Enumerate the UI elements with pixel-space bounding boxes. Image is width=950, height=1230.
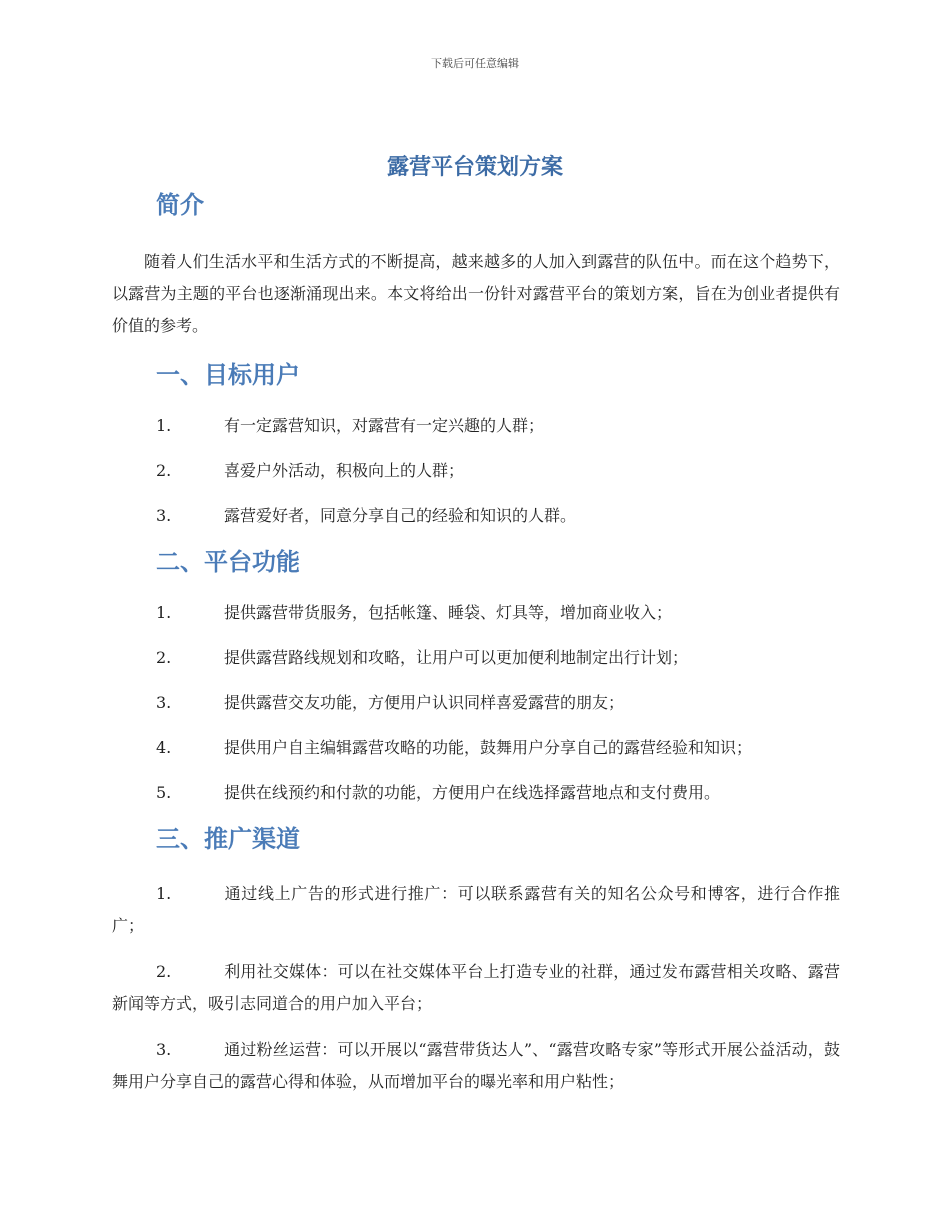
list-item	[112, 412, 840, 440]
section-heading-intro: 简介	[156, 191, 204, 219]
list-number: 4.	[156, 738, 172, 757]
list-text: 提供露营交友功能，方便用户认识同样喜爱露营的朋友；	[224, 693, 625, 712]
document-body	[112, 188, 840, 1098]
list-number: 2.	[156, 461, 172, 480]
list-item	[112, 644, 840, 672]
list-number: 1.	[156, 416, 172, 435]
list-text: 有一定露营知识，对露营有一定兴趣的人群；	[224, 416, 545, 435]
list-item	[112, 599, 840, 627]
list-text: 通过线上广告的形式进行推广：可以联系露营有关的知名公众号和博客，进行合作推广；	[112, 884, 840, 935]
list-item	[112, 457, 840, 485]
list-number: 2.	[156, 648, 172, 667]
list-text: 通过粉丝运营：可以开展以“露营带货达人”、“露营攻略专家”等形式开展公益活动，鼓舞用户分享自己的露营心得和体验，从而增加平台的曝光率和用户粘性；	[112, 1040, 840, 1091]
list-number: 5.	[156, 783, 172, 802]
section-heading-promotion-channels: 三、推广渠道	[156, 825, 300, 853]
intro-paragraph: 随着人们生活水平和生活方式的不断提高，越来越多的人加入到露营的队伍中。而在这个趋势下，以露营为主题的平台也逐渐涌现出来。本文将给出一份针对露营平台的策划方案，旨在为创业者提供有价值的参考。	[112, 252, 840, 335]
list-text: 提供用户自主编辑露营攻略的功能，鼓舞用户分享自己的露营经验和知识；	[224, 738, 753, 757]
list-text: 喜爱户外活动，积极向上的人群；	[224, 461, 465, 480]
section-heading-platform-features: 二、平台功能	[156, 548, 300, 576]
list-number: 1.	[156, 884, 172, 903]
list-text: 提供在线预约和付款的功能，方便用户在线选择露营地点和支付费用。	[224, 783, 721, 802]
section-heading-target-users: 一、目标用户	[156, 361, 300, 389]
document-title: 露营平台策划方案	[386, 155, 563, 180]
list-item	[112, 502, 840, 530]
list-item	[112, 1034, 840, 1098]
list-number: 2.	[156, 962, 172, 981]
list-number: 3.	[156, 1040, 172, 1059]
header-note: 下载后可任意编辑	[431, 57, 519, 70]
list-text: 露营爱好者，同意分享自己的经验和知识的人群。	[224, 506, 577, 525]
list-item	[112, 878, 840, 942]
list-item	[112, 734, 840, 762]
list-number: 1.	[156, 603, 172, 622]
list-text: 提供露营带货服务，包括帐篷、睡袋、灯具等，增加商业收入；	[224, 603, 673, 622]
list-item	[112, 689, 840, 717]
list-number: 3.	[156, 506, 172, 525]
list-item	[112, 956, 840, 1020]
list-text: 利用社交媒体：可以在社交媒体平台上打造专业的社群，通过发布露营相关攻略、露营新闻等方式，吸引志同道合的用户加入平台；	[112, 962, 840, 1013]
list-text: 提供露营路线规划和攻略，让用户可以更加便利地制定出行计划；	[224, 648, 689, 667]
list-item	[112, 779, 840, 807]
list-number: 3.	[156, 693, 172, 712]
